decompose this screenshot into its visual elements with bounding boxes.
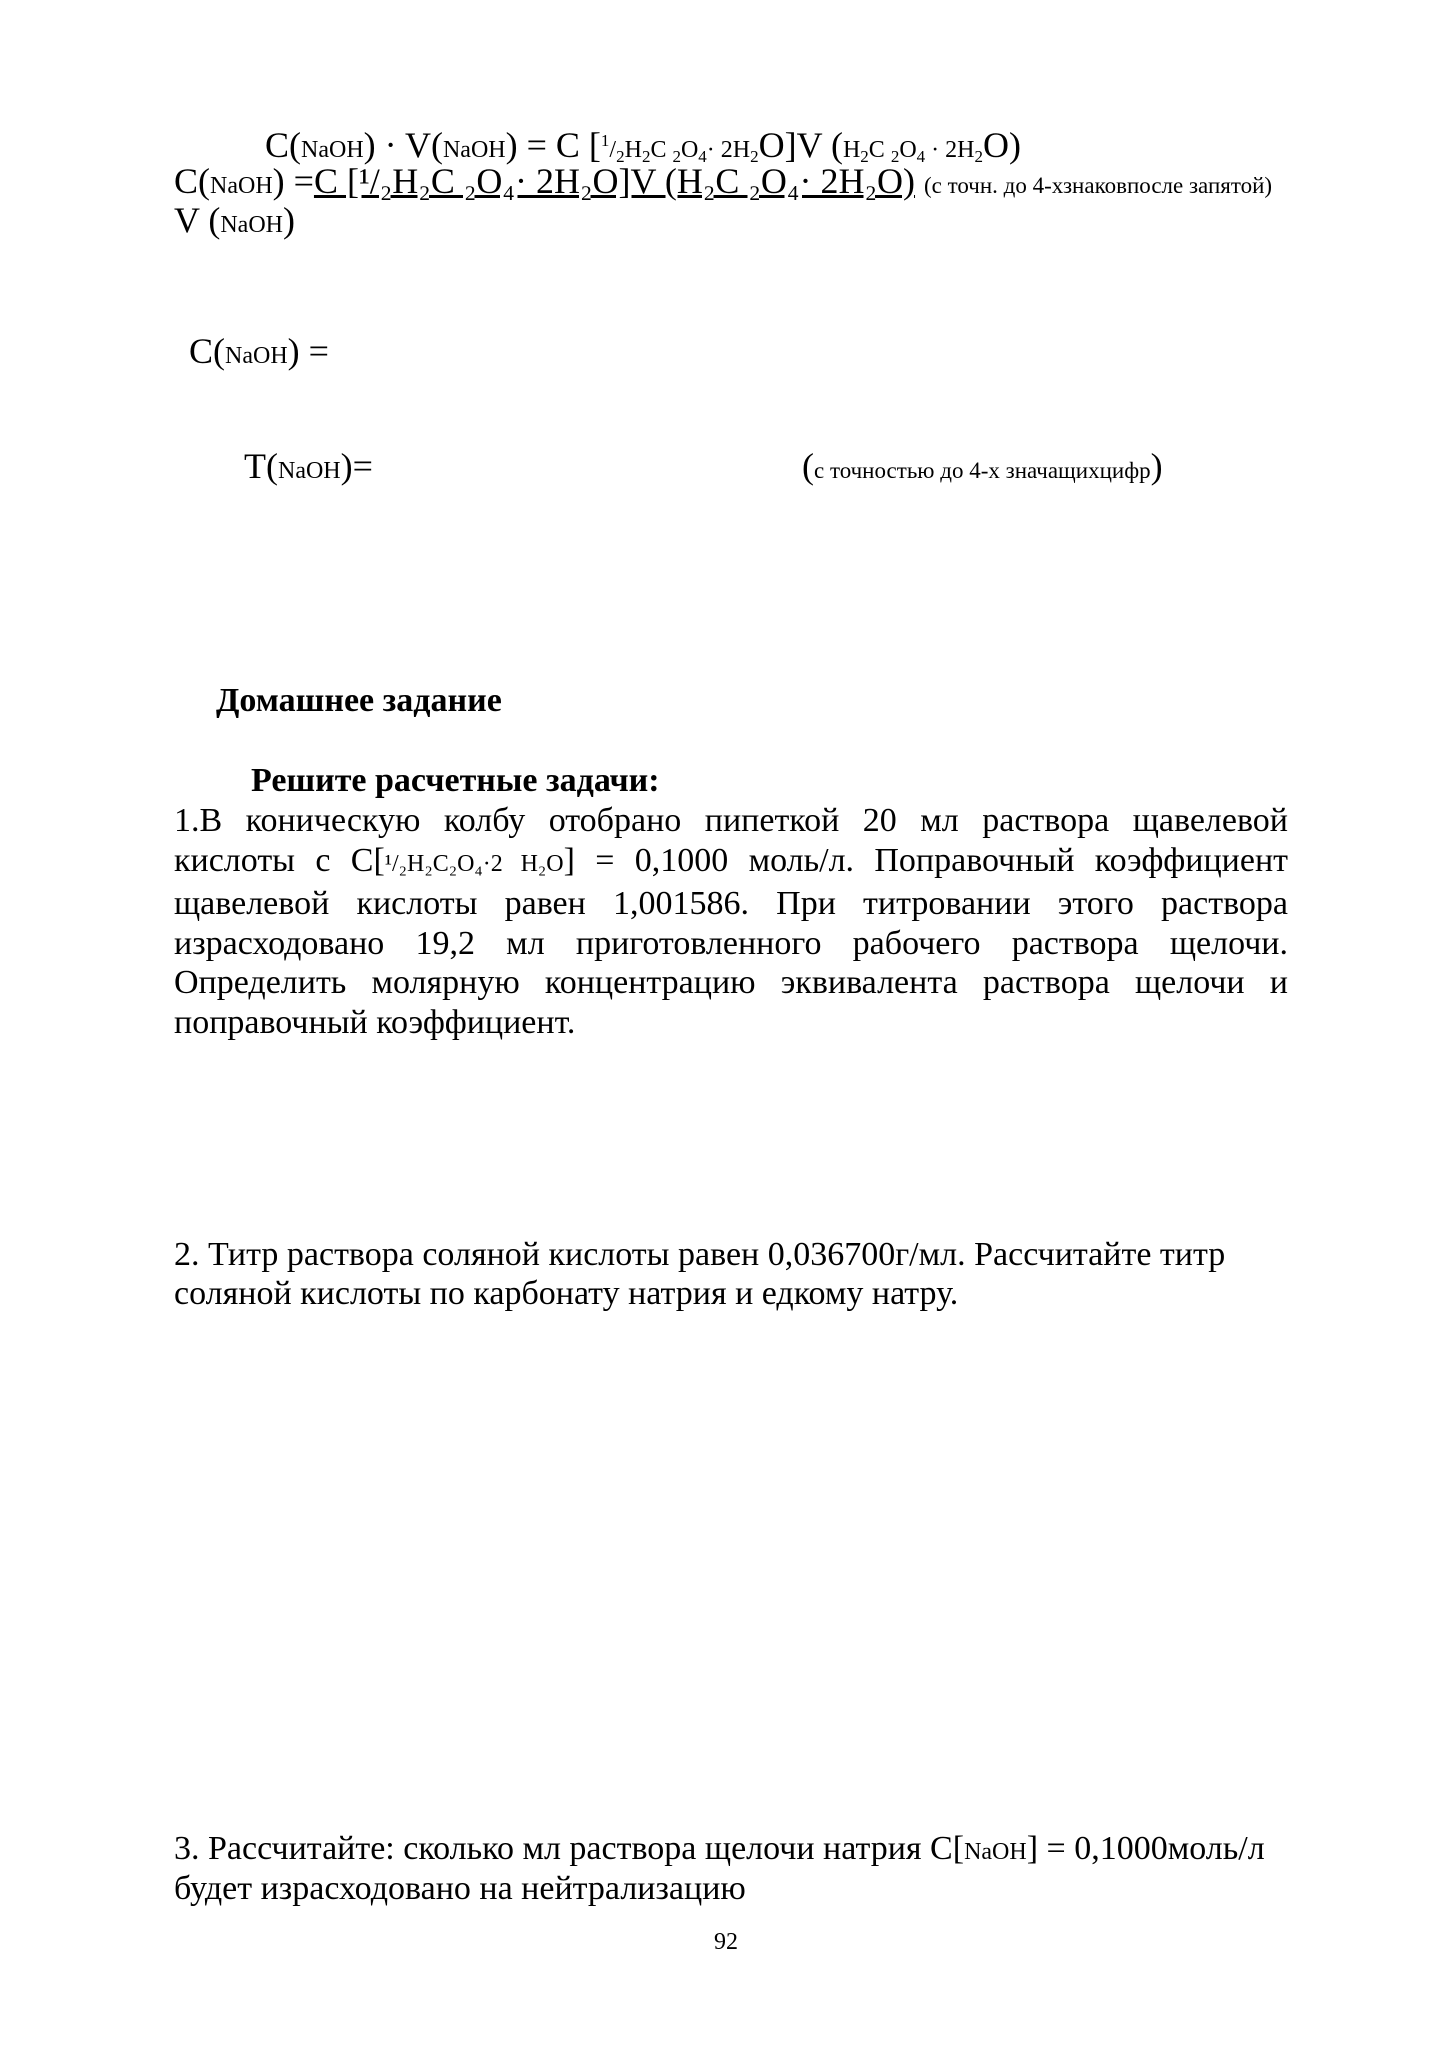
formula-text: 2 bbox=[890, 147, 900, 166]
formula-text: O bbox=[680, 137, 699, 163]
page-number: 92 bbox=[714, 1929, 738, 1955]
formula-text: 2 bbox=[974, 147, 983, 166]
formula-line-2 bbox=[174, 160, 1272, 202]
task-text: ] = 0,1000 моль/л. Поправочный коэффициент bbox=[563, 841, 1288, 879]
task-text: ] = 0,1000моль/л bbox=[1026, 1830, 1265, 1867]
formula-text: ) = C [ bbox=[505, 125, 601, 165]
task-3-line-2: будет израсходовано на нейтрализацию bbox=[174, 1870, 746, 1907]
formula-text: C( bbox=[265, 125, 301, 165]
formula-text: ) · V( bbox=[363, 125, 443, 165]
task-3-line-1 bbox=[174, 1830, 1265, 1868]
task-2-line-1: 2. Титр раствора соляной кислоты равен 0,036700г/мл. Рассчитайте титр bbox=[174, 1236, 1226, 1273]
t-naoh-result bbox=[244, 445, 373, 487]
t-precision-note bbox=[802, 445, 1163, 487]
homework-subtitle: Решите расчетные задачи: bbox=[251, 762, 660, 799]
task-1-line bbox=[174, 841, 1288, 885]
formula-text: NaOH bbox=[301, 137, 364, 163]
task-text: 3. Рассчитайте: сколько мл раствора щелочи натрия С[ bbox=[174, 1830, 965, 1867]
formula-text: ) bbox=[283, 200, 295, 240]
c-naoh-result bbox=[189, 330, 329, 372]
task-1-line: Определить молярную концентрацию эквивалента раствора щелочи и bbox=[174, 964, 1288, 1002]
formula-text: C( bbox=[189, 331, 225, 371]
formula-text: 4 bbox=[916, 147, 926, 166]
task-1-line: 1.В коническую колбу отобрано пипеткой 20 мл раствора щавелевой bbox=[174, 802, 1288, 839]
formula-text: NaOH bbox=[442, 137, 506, 163]
formula-text: 2 bbox=[860, 147, 869, 166]
formula-numerator: C [¹/₂H₂C ₂O₄· 2H₂O]V (H₂C ₂O₄· 2H₂O) bbox=[313, 161, 916, 201]
formula-text: T( bbox=[244, 446, 278, 486]
formula-line-3 bbox=[174, 199, 295, 241]
formula-text: O bbox=[899, 137, 917, 163]
formula-text: 4 bbox=[698, 147, 707, 166]
formula-text: NaOH bbox=[225, 343, 288, 369]
formula-text: NaOH bbox=[210, 173, 273, 199]
formula-text: NaOH bbox=[277, 458, 341, 484]
formula-text: ) bbox=[1150, 446, 1163, 486]
formula-text: C bbox=[868, 137, 891, 163]
formula-text: 2 bbox=[641, 147, 651, 166]
task-1-line: израсходовано 19,2 мл приготовленного рабочего раствора щелочи. bbox=[174, 924, 1288, 962]
formula-text: O) bbox=[982, 125, 1021, 165]
formula-text: NaOH bbox=[220, 212, 283, 238]
formula-text: ) = bbox=[272, 161, 314, 201]
task-1 bbox=[174, 801, 1288, 1043]
formula-text: C bbox=[650, 137, 673, 163]
formula-text: 1 bbox=[600, 131, 610, 150]
formula-text: H bbox=[842, 137, 861, 163]
formula-text: 2 bbox=[750, 147, 759, 166]
task-formula: NaOH bbox=[964, 1839, 1027, 1865]
formula-text: O]V ( bbox=[758, 125, 843, 165]
formula-text: 2 bbox=[616, 147, 625, 166]
formula-text: ( bbox=[802, 446, 814, 486]
formula-text: · 2H bbox=[706, 137, 751, 163]
task-text: кислоты с С[ bbox=[174, 841, 385, 879]
precision-note: (с точн. до 4-хзнаковпосле запятой) bbox=[924, 173, 1273, 198]
task-1-line: поправочный коэффициент. bbox=[174, 1003, 576, 1041]
formula-text: C( bbox=[174, 161, 210, 201]
formula-text: 2 bbox=[672, 147, 681, 166]
task-2-line-2: соляной кислоты по карбонату натрия и едкому натру. bbox=[174, 1275, 959, 1312]
task-formula: ¹/₂H₂C₂O₄·2 H₂O bbox=[384, 850, 564, 877]
formula-text: / bbox=[609, 137, 617, 163]
formula-text: ) = bbox=[287, 331, 329, 371]
task-1-line: щавелевой кислоты равен 1,001586. При титровании этого раствора bbox=[174, 885, 1288, 923]
precision-note: с точностью до 4-х значащихцифр bbox=[814, 458, 1151, 483]
formula-text: H bbox=[624, 137, 642, 163]
homework-title: Домашнее задание bbox=[216, 682, 502, 719]
formula-text: V ( bbox=[174, 200, 221, 240]
formula-text: )= bbox=[340, 446, 373, 486]
formula-text: · 2H bbox=[925, 137, 975, 163]
